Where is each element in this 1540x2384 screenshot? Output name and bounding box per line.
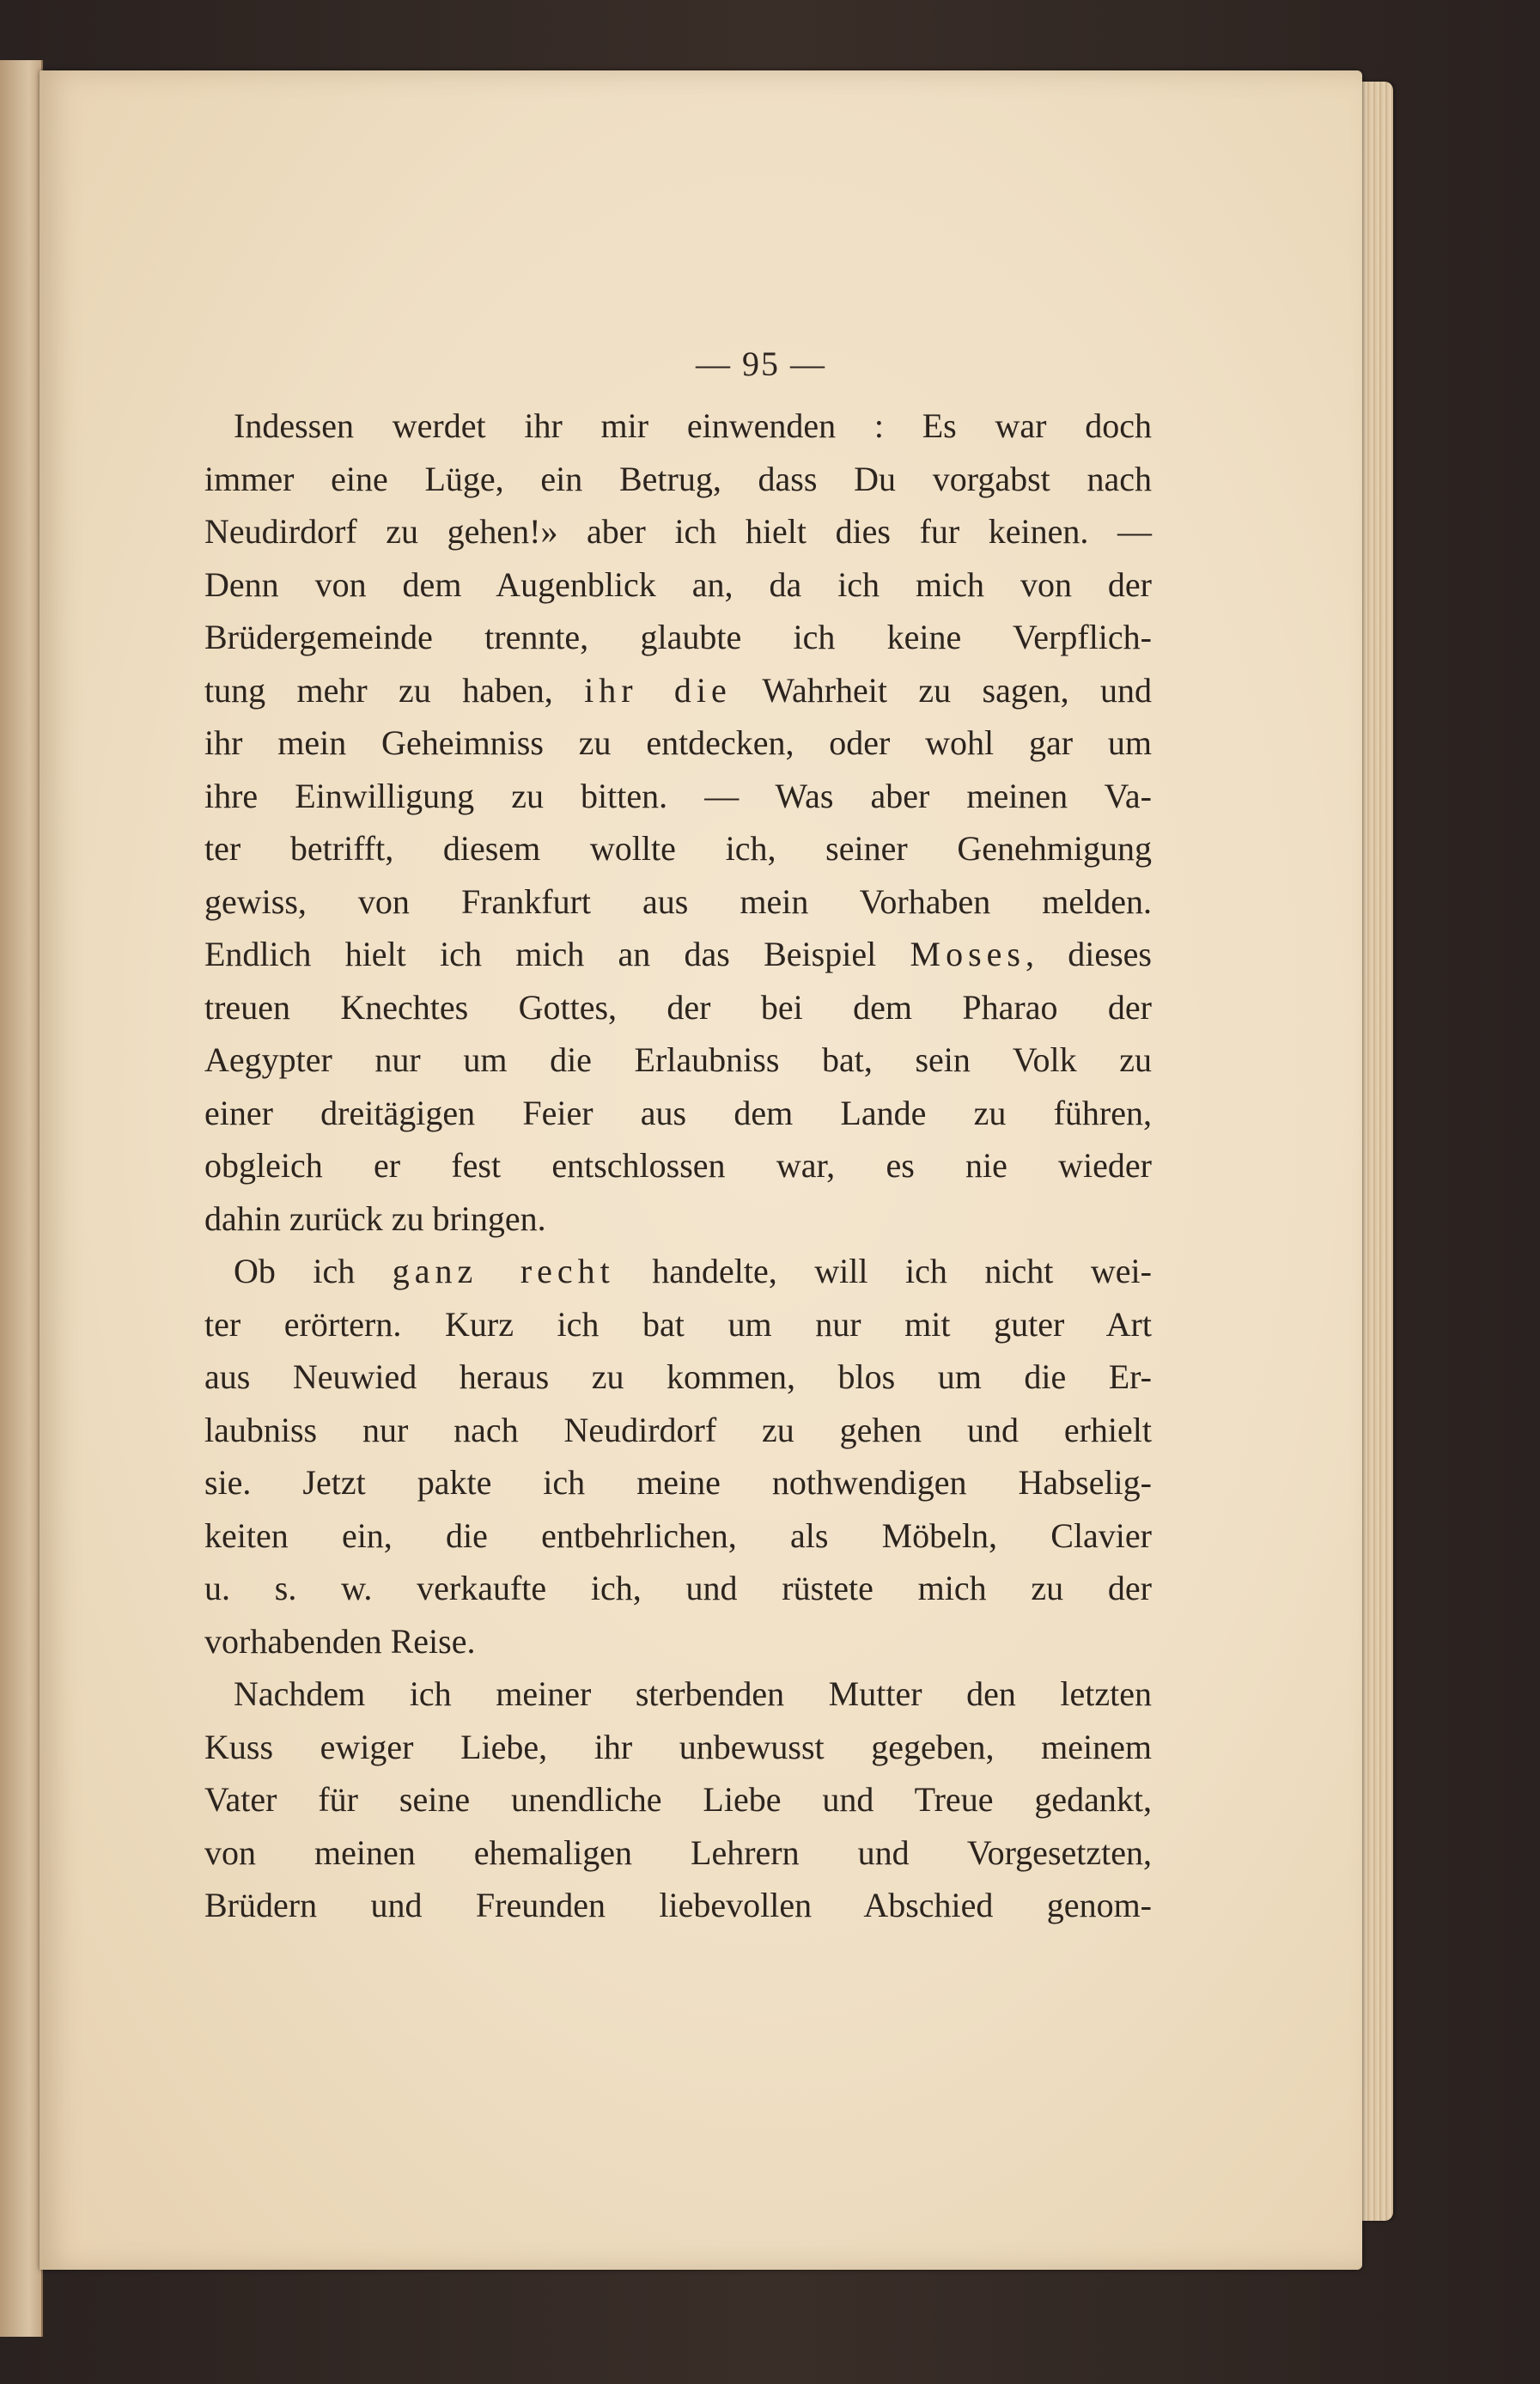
- page-number: — 95 —: [696, 344, 826, 383]
- text-line: keiten ein, die entbehrlichen, als Möbeln, Clavier: [204, 1515, 1152, 1555]
- text-line: ihre Einwilligung zu bitten. — Was aber meinen Va-: [204, 776, 1152, 815]
- text-line: Brüdern und Freunden liebevollen Abschied genom-: [204, 1886, 1152, 1924]
- text-line: u. s. w. verkaufte ich, und rüstete mich zu der: [204, 1569, 1152, 1607]
- text-line: Ob ich ganz recht handelte, will ich nicht wei-: [234, 1252, 1152, 1290]
- text-line: Neudirdorf zu gehen!» aber ich hielt dies fur keinen. —: [204, 512, 1152, 551]
- text-line: aus Neuwied heraus zu kommen, blos um die Er-: [204, 1357, 1152, 1396]
- text-line: vorhabenden Reise.: [204, 1621, 476, 1661]
- text-line: von meinen ehemaligen Lehrern und Vorgesetzten,: [204, 1832, 1152, 1872]
- text-line: gewiss, von Frankfurt aus mein Vorhaben melden.: [204, 881, 1152, 921]
- text-line: Aegypter nur um die Erlaubniss bat, sein Volk zu: [204, 1040, 1152, 1079]
- text-line: einer dreitägigen Feier aus dem Lande zu führen,: [204, 1093, 1152, 1132]
- text-line: ter betrifft, diesem wollte ich, seiner Genehmigung: [204, 829, 1152, 868]
- text-line: immer eine Lüge, ein Betrug, dass Du vorgabst nach: [204, 459, 1152, 498]
- text-line: Vater für seine unendliche Liebe und Treue gedankt,: [204, 1780, 1152, 1819]
- text-line: treuen Knechtes Gottes, der bei dem Pharao der: [204, 987, 1152, 1027]
- text-line: dahin zurück zu bringen.: [204, 1198, 546, 1238]
- text-line: laubniss nur nach Neudirdorf zu gehen und erhielt: [204, 1410, 1152, 1449]
- text-line: ter erörtern. Kurz ich bat um nur mit guter Art: [204, 1304, 1152, 1344]
- text-line: tung mehr zu haben, ihr die Wahrheit zu sagen, und: [204, 670, 1152, 710]
- text-line: Indessen werdet ihr mir einwenden : Es war doch: [234, 406, 1152, 445]
- text-line: Denn von dem Augenblick an, da ich mich von der: [204, 564, 1152, 604]
- text-line: obgleich er fest entschlossen war, es nie wieder: [204, 1146, 1152, 1185]
- text-line: ihr mein Geheimniss zu entdecken, oder wohl gar um: [204, 723, 1152, 762]
- text-line: Kuss ewiger Liebe, ihr unbewusst gegeben, meinem: [204, 1727, 1152, 1766]
- text-line: Brüdergemeinde trennte, glaubte ich keine Verpflich-: [204, 618, 1152, 656]
- text-line: Nachdem ich meiner sterbenden Mutter den letzten: [234, 1674, 1152, 1713]
- previous-page-edge: [0, 60, 43, 2337]
- body-text: [204, 399, 1152, 1932]
- text-line: sie. Jetzt pakte ich meine nothwendigen Habselig-: [204, 1463, 1152, 1502]
- text-line: Endlich hielt ich mich an das Beispiel Moses, dieses: [204, 935, 1152, 973]
